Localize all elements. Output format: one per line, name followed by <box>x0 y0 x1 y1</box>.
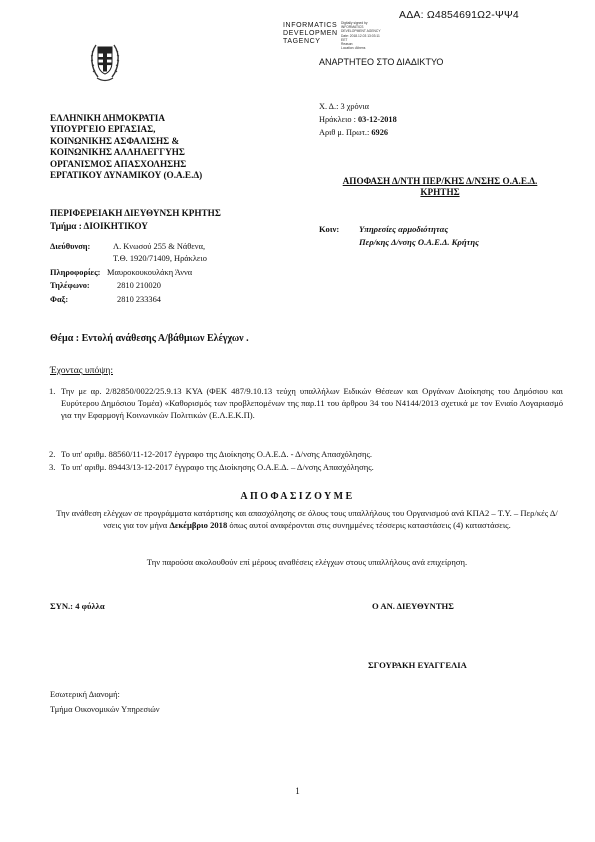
retention-period: Χ. Δ.: 3 χρόνια <box>319 102 369 111</box>
attached-sheets: ΣΥΝ.: 4 φύλλα <box>50 601 105 611</box>
citation-item: 3. Το υπ' αριθμ. 89443/13-12-2017 έγγραφο της Διοίκησης Ο.Α.Ε.Δ. – Δ/νσης Απασχόλησης. <box>49 462 374 472</box>
internal-distribution-label: Εσωτερική Διανομή: <box>50 690 120 699</box>
digital-signature-details: Digitally signed by INFORMATICS DEVELOPMENT AGENCY Date: 2018.12.03 13:03:11 EET Reason: Location: Athens <box>341 21 381 51</box>
page-number: 1 <box>295 786 300 796</box>
follow-up-paragraph: Την παρούσα ακολουθούν επί μέρους αναθέσεις ελέγχων στους υπαλλήλους ανά επιχείρηση. <box>146 557 468 567</box>
protocol-number: Αριθ μ. Πρωτ.: 6926 <box>319 128 388 137</box>
we-decide-heading: ΑΠΟΦΑΣΙΖΟΥΜΕ <box>240 491 355 502</box>
recipient-line-2: Περ/κης Δ/νσης Ο.Α.Ε.Δ. Κρήτης <box>359 237 479 247</box>
citation-item: 1. Την με αρ. 2/82850/0022/25.9.13 ΚΥΑ (ΦΕΚ 487/9.10.13 τεύχη υπαλλήλων Ειδικών Θέσεων και Οργάνων Διοίκησης του Δημόσιου και Ευρύτερου Δημόσιου Τομέα) «Καθορισμός των προβλεπομένων της παρ.11 του άρθρου 34 του Ν4144/2013 σχετικά με τον Ενιαίο Λογαριασμό για την Εφαρμογή Κοινωνικών Πολιτικών (Ε.Λ.Ε.Κ.Π). <box>49 386 563 420</box>
regional-directorate: ΠΕΡΙΦΕΡΕΙΑΚΗ ΔΙΕΥΘΥΝΣΗ ΚΡΗΤΗΣ <box>50 208 221 218</box>
director-title: Ο ΑΝ. ΔΙΕΥΘΥΝΤΗΣ <box>372 601 454 611</box>
department: Τμήμα : ΔΙΟΙΚΗΤΙΚΟΥ <box>50 221 148 231</box>
internal-distribution-item: Τμήμα Οικονομικών Υπηρεσιών <box>50 705 160 714</box>
decision-paragraph: Την ανάθεση ελέγχων σε προγράμματα κατάρτισης και απασχόλησης σε όλους τους υπαλλήλους του Οργανισμού ανά ΚΠΑ2 – Τ.Υ. – Περ/κές Δ/νσεις για τον μήνα Δεκέμβριο 2018 όπως αυτοί αναφέρονται στις συνημμένες τέσσερις καταστάσεις (4) καταστάσεις. <box>56 508 558 530</box>
contact-details: Διεύθυνση: Λ. Κνωσού 255 & Νάθενα, Τ.Θ. 1920/71409, Ηράκλειο Πληροφορίες: Μαυροκουκουλάκη Άννα Τηλέφωνο: 2810 210020 Φαξ: 2810 233364 <box>50 242 207 304</box>
posted-online-notice: ΑΝΑΡΤΗΤΕΟ ΣΤΟ ΔΙΑΔΙΚΤΥΟ <box>319 57 444 67</box>
having-regard-heading: Έχοντας υπόψη: <box>50 365 113 376</box>
organization-heading: ΕΛΛΗΝΙΚΗ ΔΗΜΟΚΡΑΤΙΑ ΥΠΟΥΡΓΕΙΟ ΕΡΓΑΣΙΑΣ, ΚΟΙΝΩΝΙΚΗΣ ΑΣΦΑΛΙΣΗΣ & ΚΟΙΝΩΝΙΚΗΣ ΑΛΛΗΛΕΓΓΥΗΣ ΟΡΓΑΝΙΣΜΟΣ ΑΠΑΣΧΟΛΗΣΗΣ ΕΡΓΑΤΙΚΟΥ ΔΥΝΑΜΙΚΟΥ (Ο.Α.Ε.Δ) <box>50 113 203 181</box>
signer-name: ΣΓΟΥΡΑΚΗ ΕΥΑΓΓΕΛΙΑ <box>368 660 467 670</box>
greek-emblem-icon <box>90 42 120 91</box>
citation-item: 2. Το υπ' αριθμ. 88560/11-12-2017 έγγραφο της Διοίκησης Ο.Α.Ε.Δ. - Δ/νσης Απασχόλησης. <box>49 449 373 459</box>
subject-line: Θέμα : Εντολή ανάθεσης Α/βάθμιων Ελέγχων . <box>50 333 249 344</box>
recipient-line-1: Υπηρεσίες αρμοδιότητας <box>359 224 449 234</box>
signature-organization-name: INFORMATICS DEVELOPMEN TAGENCY <box>283 22 338 45</box>
decision-heading: ΑΠΟΦΑΣΗ Δ/ΝΤΗ ΠΕΡ/ΚΗΣ Δ/ΝΣΗΣ Ο.Α.Ε.Δ. ΚΡΗΤΗΣ <box>342 176 538 197</box>
document-date: Ηράκλειο : 03-12-2018 <box>319 115 397 124</box>
recipient-label: Κοιν: <box>319 224 340 234</box>
ada-code: ΑΔΑ: Ω4854691Ω2-ΨΨ4 <box>399 9 519 21</box>
